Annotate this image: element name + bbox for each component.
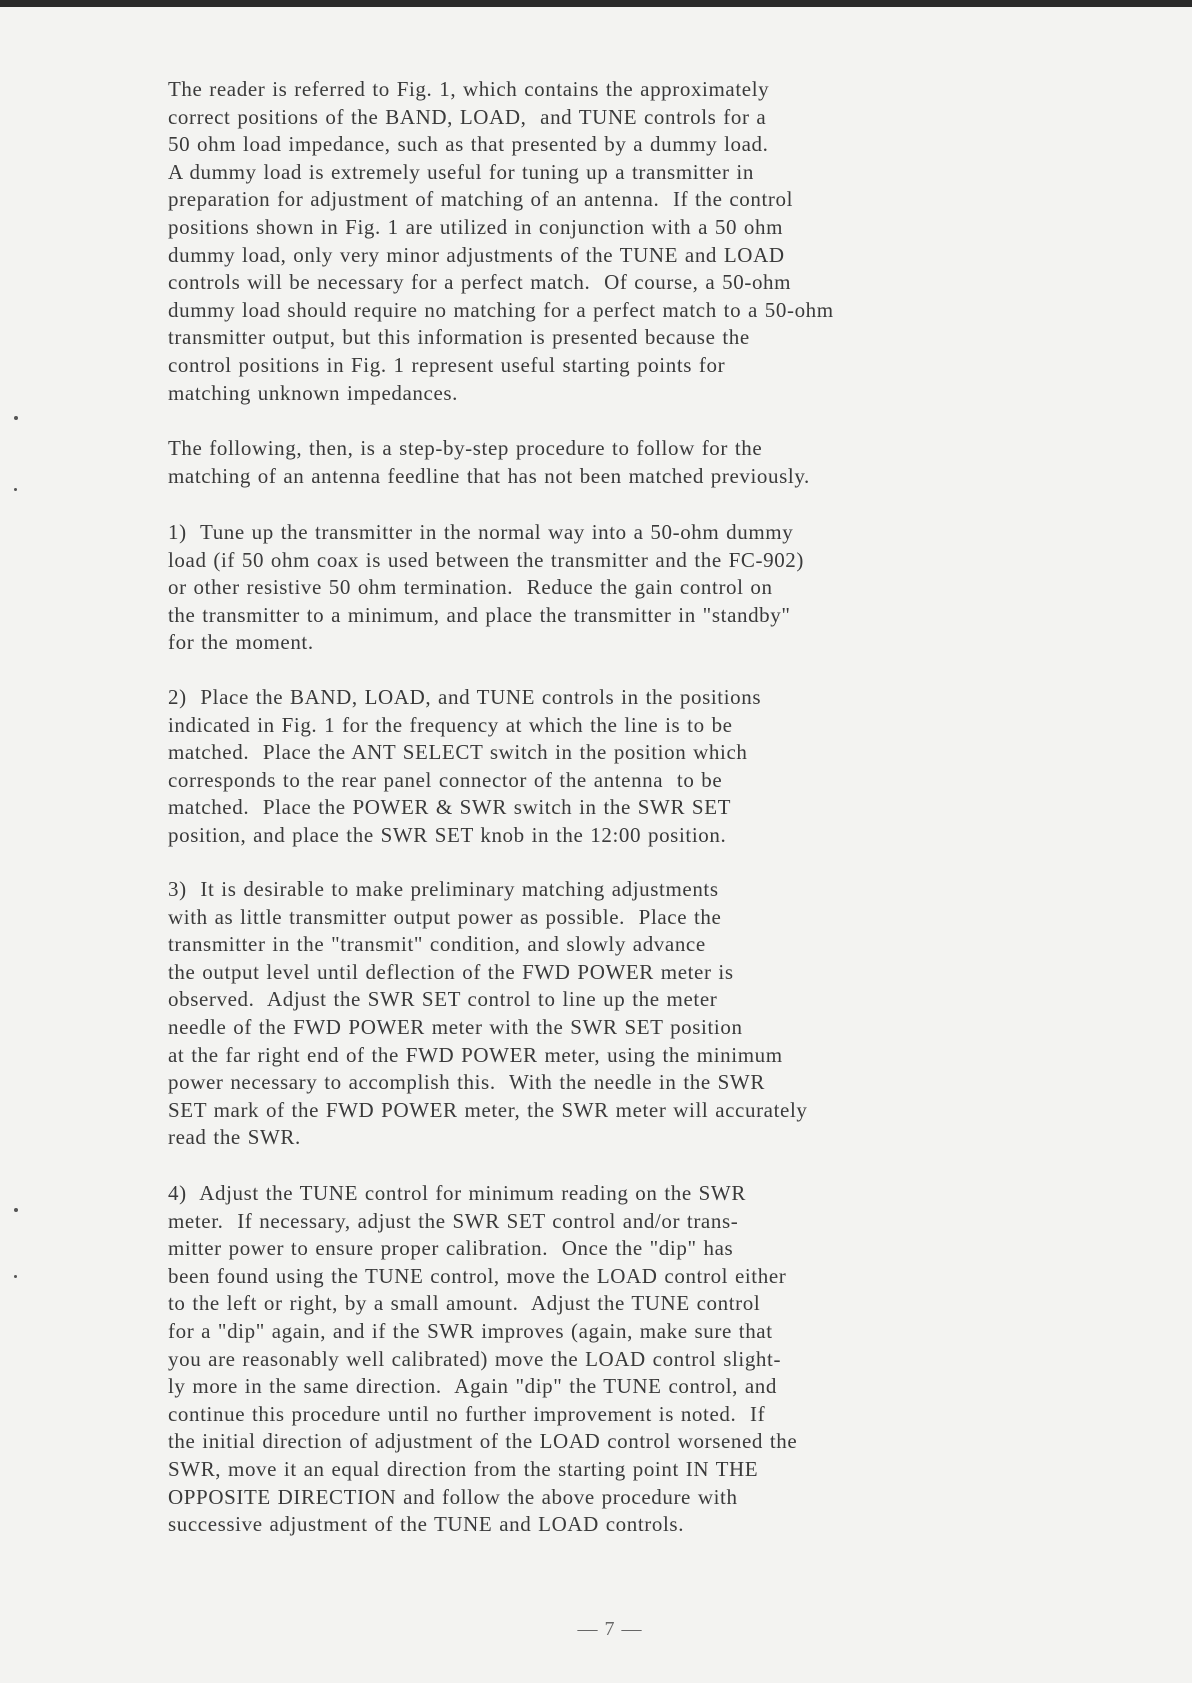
paragraph-intro	[168, 76, 1028, 407]
text-line: dummy load should require no matching for a perfect match to a 50-ohm	[168, 297, 834, 322]
step-1	[168, 519, 1028, 657]
text-line: 2) Place the BAND, LOAD, and TUNE controls in the positions	[168, 685, 762, 709]
text-line: meter. If necessary, adjust the SWR SET control and/or trans-	[168, 1208, 739, 1233]
text-line: continue this procedure until no further improvement is noted. If	[168, 1401, 766, 1426]
step-4	[168, 1180, 1028, 1539]
text-line: transmitter output, but this information is presented because the	[168, 325, 750, 350]
text-line: you are reasonably well calibrated) move the LOAD control slight-	[168, 1346, 782, 1371]
text-line: ly more in the same direction. Again "dip" the TUNE control, and	[168, 1374, 777, 1399]
text-line: 1) Tune up the transmitter in the normal way into a 50-ohm dummy	[168, 520, 794, 544]
scan-speck	[14, 1208, 18, 1212]
text-line: been found using the TUNE control, move the LOAD control either	[168, 1263, 787, 1288]
text-line: read the SWR.	[168, 1125, 301, 1150]
step-3	[168, 876, 1028, 1152]
text-line: matching unknown impedances.	[168, 380, 458, 405]
text-line: preparation for adjustment of matching of an antenna. If the control	[168, 187, 794, 212]
text-line: 50 ohm load impedance, such as that presented by a dummy load.	[168, 132, 769, 157]
text-line: SWR, move it an equal direction from the starting point IN THE	[168, 1456, 759, 1481]
text-line: with as little transmitter output power as possible. Place the	[168, 904, 722, 929]
text-line: power necessary to accomplish this. With the needle in the SWR	[168, 1070, 765, 1095]
text-line: control positions in Fig. 1 represent useful starting points for	[168, 352, 726, 377]
text-line: the initial direction of adjustment of the LOAD control worsened the	[168, 1429, 798, 1454]
text-line: observed. Adjust the SWR SET control to line up the meter	[168, 987, 718, 1012]
text-line: positions shown in Fig. 1 are utilized in conjunction with a 50 ohm	[168, 214, 784, 239]
text-line: successive adjustment of the TUNE and LOAD controls.	[168, 1512, 685, 1537]
text-line: or other resistive 50 ohm termination. Reduce the gain control on	[168, 575, 773, 600]
text-line: load (if 50 ohm coax is used between the transmitter and the FC-902)	[168, 547, 804, 572]
text-line: 3) It is desirable to make preliminary matching adjustments	[168, 877, 719, 901]
text-line: A dummy load is extremely useful for tuning up a transmitter in	[168, 159, 754, 184]
text-line: at the far right end of the FWD POWER meter, using the minimum	[168, 1042, 783, 1067]
text-line: the output level until deflection of the FWD POWER meter is	[168, 959, 734, 984]
text-line: to the left or right, by a small amount. Adjust the TUNE control	[168, 1291, 761, 1316]
text-line: indicated in Fig. 1 for the frequency at which the line is to be	[168, 712, 733, 737]
text-line: controls will be necessary for a perfect match. Of course, a 50-ohm	[168, 270, 792, 295]
text-line: dummy load, only very minor adjustments of the TUNE and LOAD	[168, 242, 785, 267]
text-line: The following, then, is a step-by-step procedure to follow for the	[168, 436, 763, 460]
paragraph-procedure-intro	[168, 435, 1028, 490]
text-line: position, and place the SWR SET knob in the 12:00 position.	[168, 822, 727, 847]
text-line: the transmitter to a minimum, and place the transmitter in "standby"	[168, 602, 791, 627]
text-line: 4) Adjust the TUNE control for minimum reading on the SWR	[168, 1181, 746, 1205]
text-line: matching of an antenna feedline that has not been matched previously.	[168, 463, 810, 488]
text-line: needle of the FWD POWER meter with the SWR SET position	[168, 1014, 743, 1039]
text-line: correct positions of the BAND, LOAD, and TUNE controls for a	[168, 104, 767, 129]
text-line: SET mark of the FWD POWER meter, the SWR meter will accurately	[168, 1097, 808, 1122]
text-line: for the moment.	[168, 630, 314, 655]
text-line: corresponds to the rear panel connector of the antenna to be	[168, 767, 723, 792]
scan-top-edge	[0, 0, 1192, 7]
scan-speck	[14, 488, 17, 491]
text-line: OPPOSITE DIRECTION and follow the above procedure with	[168, 1484, 738, 1509]
text-line: matched. Place the ANT SELECT switch in the position which	[168, 740, 748, 765]
page-number: — 7 —	[577, 1618, 643, 1640]
text-line: transmitter in the "transmit" condition, and slowly advance	[168, 932, 706, 957]
scan-speck	[14, 416, 18, 420]
step-2	[168, 684, 1028, 850]
scan-speck	[14, 1275, 17, 1278]
text-line: for a "dip" again, and if the SWR improves (again, make sure that	[168, 1318, 773, 1343]
text-line: The reader is referred to Fig. 1, which contains the approximately	[168, 77, 770, 101]
text-line: matched. Place the POWER & SWR switch in the SWR SET	[168, 795, 732, 820]
text-line: mitter power to ensure proper calibration. Once the "dip" has	[168, 1236, 734, 1261]
